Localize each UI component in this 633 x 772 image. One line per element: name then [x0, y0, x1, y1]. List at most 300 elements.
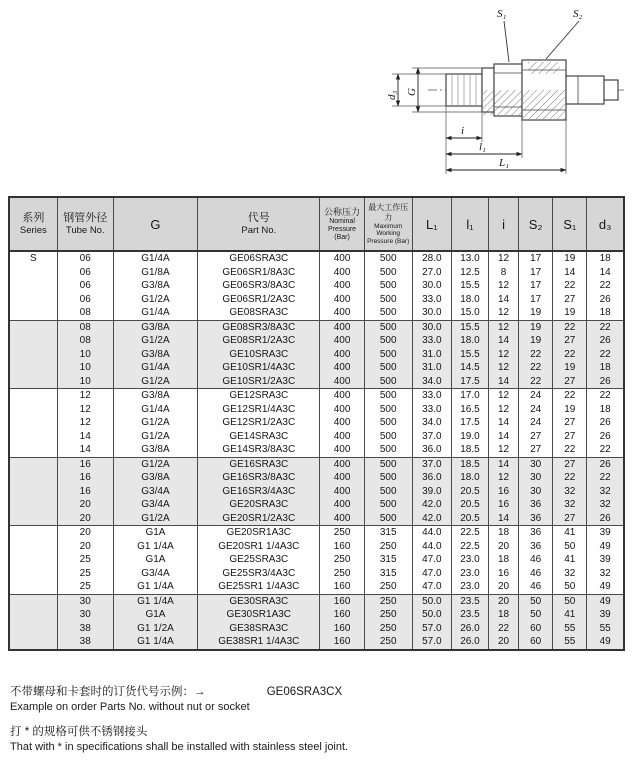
- cell-S2: 50: [519, 608, 553, 622]
- cell-d3: 26: [587, 430, 624, 444]
- cell-tube: 38: [57, 622, 113, 636]
- cell-i: 8: [489, 266, 519, 280]
- cell-g: G1/2A: [113, 430, 197, 444]
- cell-series: [9, 416, 57, 430]
- cell-nominal: 400: [320, 361, 364, 375]
- cell-i: 12: [489, 251, 519, 266]
- cell-max: 500: [364, 389, 412, 403]
- table-row: [9, 635, 624, 650]
- cell-S2: 19: [519, 306, 553, 320]
- table-row: [9, 512, 624, 526]
- cell-S2: 24: [519, 403, 553, 417]
- cell-L1: 47.0: [412, 580, 451, 594]
- table-row: [9, 403, 624, 417]
- cell-S1: 27: [553, 430, 587, 444]
- cell-tube: 06: [57, 251, 113, 266]
- header-l1: l₁: [451, 197, 488, 251]
- cell-l1: 17.5: [451, 375, 488, 389]
- cell-i: 14: [489, 293, 519, 307]
- cell-L1: 57.0: [412, 622, 451, 636]
- s2-leader-line: [546, 21, 579, 59]
- cell-S2: 22: [519, 361, 553, 375]
- cell-l1: 23.0: [451, 580, 488, 594]
- cell-g: G1/4A: [113, 361, 197, 375]
- cell-L1: 50.0: [412, 608, 451, 622]
- table-row: [9, 471, 624, 485]
- cell-series: [9, 540, 57, 554]
- cell-part: GE20SR1/2A3C: [198, 512, 320, 526]
- cell-S2: 36: [519, 512, 553, 526]
- cell-S1: 22: [553, 443, 587, 457]
- cell-S2: 24: [519, 416, 553, 430]
- cell-g: G3/8A: [113, 279, 197, 293]
- cell-d3: 39: [587, 608, 624, 622]
- cell-L1: 36.0: [412, 443, 451, 457]
- cell-l1: 23.0: [451, 553, 488, 567]
- cell-d3: 26: [587, 416, 624, 430]
- cell-max: 250: [364, 540, 412, 554]
- cell-i: 20: [489, 540, 519, 554]
- cell-tube: 10: [57, 361, 113, 375]
- cell-g: G3/8A: [113, 348, 197, 362]
- cell-l1: 15.0: [451, 306, 488, 320]
- cell-S2: 30: [519, 485, 553, 499]
- cell-d3: 18: [587, 251, 624, 266]
- cell-part: GE06SR3/8A3C: [198, 279, 320, 293]
- cell-S1: 50: [553, 580, 587, 594]
- cell-S1: 27: [553, 293, 587, 307]
- header-g: G: [113, 197, 197, 251]
- cell-series: [9, 279, 57, 293]
- cell-l1: 15.5: [451, 320, 488, 334]
- cell-d3: 39: [587, 526, 624, 540]
- cell-nominal: 400: [320, 389, 364, 403]
- cell-l1: 26.0: [451, 622, 488, 636]
- label-L1: L₁: [499, 157, 509, 169]
- cell-tube: 12: [57, 416, 113, 430]
- cell-nominal: 400: [320, 485, 364, 499]
- cell-d3: 49: [587, 580, 624, 594]
- cell-l1: 20.5: [451, 498, 488, 512]
- cell-max: 500: [364, 498, 412, 512]
- table-row: [9, 594, 624, 608]
- header-S2: S₂: [519, 197, 553, 251]
- cell-max: 500: [364, 512, 412, 526]
- table-row: [9, 553, 624, 567]
- cell-L1: 44.0: [412, 540, 451, 554]
- cell-g: G1 1/4A: [113, 594, 197, 608]
- footer-notes: [10, 684, 620, 755]
- cell-i: 12: [489, 279, 519, 293]
- table-header-row: [9, 197, 624, 251]
- cell-max: 500: [364, 279, 412, 293]
- label-l1: l₁: [479, 141, 486, 153]
- parts-table-body: [9, 251, 624, 650]
- cell-S2: 27: [519, 430, 553, 444]
- cell-S1: 19: [553, 251, 587, 266]
- cell-S1: 22: [553, 320, 587, 334]
- cell-S2: 50: [519, 594, 553, 608]
- cell-max: 315: [364, 567, 412, 581]
- cell-part: GE25SRA3C: [198, 553, 320, 567]
- cell-d3: 39: [587, 553, 624, 567]
- cell-part: GE20SR1A3C: [198, 526, 320, 540]
- cell-S1: 22: [553, 348, 587, 362]
- table-row: [9, 306, 624, 320]
- cell-max: 500: [364, 430, 412, 444]
- cell-g: G1/4A: [113, 251, 197, 266]
- cell-l1: 15.5: [451, 348, 488, 362]
- cell-nominal: 400: [320, 334, 364, 348]
- cell-tube: 20: [57, 526, 113, 540]
- header-max-pressure: 最大工作压力 Maximum Working Pressure (Bar): [364, 197, 412, 251]
- cell-S1: 41: [553, 526, 587, 540]
- cell-max: 500: [364, 471, 412, 485]
- cell-i: 12: [489, 348, 519, 362]
- cell-tube: 10: [57, 348, 113, 362]
- cell-S2: 36: [519, 526, 553, 540]
- cell-i: 18: [489, 526, 519, 540]
- cell-series: [9, 567, 57, 581]
- cell-series: [9, 635, 57, 650]
- cell-i: 20: [489, 635, 519, 650]
- header-nominal-pressure: 公称压力 Nominal Pressure (Bar): [320, 197, 364, 251]
- label-i: i: [461, 125, 465, 137]
- cell-L1: 33.0: [412, 403, 451, 417]
- cell-max: 500: [364, 306, 412, 320]
- cell-S1: 19: [553, 403, 587, 417]
- cell-g: G1A: [113, 608, 197, 622]
- cell-S2: 46: [519, 553, 553, 567]
- cell-S2: 17: [519, 293, 553, 307]
- cell-l1: 20.5: [451, 485, 488, 499]
- cell-g: G1/2A: [113, 293, 197, 307]
- cell-i: 18: [489, 553, 519, 567]
- cell-d3: 22: [587, 443, 624, 457]
- label-g: G: [406, 88, 418, 96]
- table-header: [9, 197, 624, 251]
- cell-g: G1/4A: [113, 306, 197, 320]
- cell-d3: 22: [587, 389, 624, 403]
- cell-part: GE08SR3/8A3C: [198, 320, 320, 334]
- cell-d3: 32: [587, 498, 624, 512]
- stainless-note-zh: 打 * 的规格可供不锈钢接头: [10, 726, 148, 738]
- cell-nominal: 400: [320, 403, 364, 417]
- cell-nominal: 160: [320, 594, 364, 608]
- table-row: [9, 608, 624, 622]
- cell-S1: 27: [553, 334, 587, 348]
- label-s2: S₂: [573, 8, 583, 20]
- cell-i: 16: [489, 498, 519, 512]
- cell-S2: 19: [519, 334, 553, 348]
- cell-series: [9, 320, 57, 334]
- table-row: [9, 348, 624, 362]
- cell-tube: 06: [57, 279, 113, 293]
- cell-series: [9, 334, 57, 348]
- cell-l1: 22.5: [451, 540, 488, 554]
- cell-tube: 06: [57, 293, 113, 307]
- table-row: [9, 361, 624, 375]
- cell-i: 12: [489, 443, 519, 457]
- cell-L1: 47.0: [412, 553, 451, 567]
- cell-series: [9, 430, 57, 444]
- header-series: 系列 Series: [9, 197, 57, 251]
- cell-S1: 27: [553, 416, 587, 430]
- cell-part: GE12SRA3C: [198, 389, 320, 403]
- cell-L1: 27.0: [412, 266, 451, 280]
- parts-table: [8, 196, 625, 651]
- cell-d3: 55: [587, 622, 624, 636]
- cell-g: G3/8A: [113, 320, 197, 334]
- cell-l1: 18.0: [451, 293, 488, 307]
- cell-g: G3/8A: [113, 471, 197, 485]
- stainless-note-en: That with * in specifications shall be installed with stainless steel joint.: [10, 741, 349, 753]
- cell-tube: 16: [57, 457, 113, 471]
- cell-i: 12: [489, 361, 519, 375]
- cell-g: G1A: [113, 553, 197, 567]
- table-row: [9, 334, 624, 348]
- cell-max: 500: [364, 485, 412, 499]
- cell-i: 14: [489, 512, 519, 526]
- technical-drawing: [382, 4, 628, 190]
- cell-nominal: 250: [320, 553, 364, 567]
- cell-L1: 31.0: [412, 361, 451, 375]
- cell-i: 20: [489, 580, 519, 594]
- cell-nominal: 400: [320, 320, 364, 334]
- label-s1: S₁: [497, 8, 507, 20]
- table-row: [9, 485, 624, 499]
- cell-series: [9, 348, 57, 362]
- cell-L1: 31.0: [412, 348, 451, 362]
- cell-S1: 27: [553, 512, 587, 526]
- cell-S1: 14: [553, 266, 587, 280]
- cell-part: GE12SR1/2A3C: [198, 416, 320, 430]
- table-row: [9, 251, 624, 266]
- cell-part: GE08SR1/2A3C: [198, 334, 320, 348]
- cell-max: 500: [364, 334, 412, 348]
- cell-part: GE10SR1/4A3C: [198, 361, 320, 375]
- cell-nominal: 160: [320, 540, 364, 554]
- cell-series: [9, 293, 57, 307]
- cell-nominal: 400: [320, 430, 364, 444]
- cell-nominal: 160: [320, 622, 364, 636]
- cell-i: 12: [489, 306, 519, 320]
- header-S1: S₁: [553, 197, 587, 251]
- table-row: [9, 443, 624, 457]
- cell-S2: 30: [519, 471, 553, 485]
- cell-part: GE14SR3/8A3C: [198, 443, 320, 457]
- cell-L1: 30.0: [412, 306, 451, 320]
- cell-nominal: 400: [320, 375, 364, 389]
- cell-max: 500: [364, 443, 412, 457]
- cell-d3: 22: [587, 348, 624, 362]
- cell-l1: 18.5: [451, 443, 488, 457]
- cell-tube: 08: [57, 306, 113, 320]
- cell-d3: 26: [587, 512, 624, 526]
- cell-L1: 42.0: [412, 498, 451, 512]
- cell-l1: 16.5: [451, 403, 488, 417]
- cell-max: 500: [364, 416, 412, 430]
- cell-L1: 33.0: [412, 293, 451, 307]
- cell-nominal: 400: [320, 293, 364, 307]
- header-part: 代号 Part No.: [198, 197, 320, 251]
- cell-i: 16: [489, 567, 519, 581]
- cell-L1: 30.0: [412, 279, 451, 293]
- header-tube: 钢管外径 Tube No.: [57, 197, 113, 251]
- cell-l1: 14.5: [451, 361, 488, 375]
- cell-l1: 23.0: [451, 567, 488, 581]
- cell-l1: 17.5: [451, 416, 488, 430]
- cell-i: 14: [489, 334, 519, 348]
- cell-d3: 26: [587, 457, 624, 471]
- cell-l1: 26.0: [451, 635, 488, 650]
- cell-part: GE20SRA3C: [198, 498, 320, 512]
- cell-L1: 33.0: [412, 334, 451, 348]
- cell-d3: 26: [587, 375, 624, 389]
- cell-S2: 27: [519, 443, 553, 457]
- cell-S1: 50: [553, 594, 587, 608]
- cell-nominal: 400: [320, 306, 364, 320]
- header-i: i: [489, 197, 519, 251]
- cell-max: 250: [364, 608, 412, 622]
- cell-nominal: 400: [320, 443, 364, 457]
- cell-nominal: 160: [320, 608, 364, 622]
- cell-L1: 44.0: [412, 526, 451, 540]
- cell-series: [9, 403, 57, 417]
- cell-tube: 20: [57, 512, 113, 526]
- cell-d3: 32: [587, 567, 624, 581]
- cell-S1: 22: [553, 471, 587, 485]
- cell-L1: 37.0: [412, 457, 451, 471]
- table-row: [9, 498, 624, 512]
- cell-S1: 55: [553, 622, 587, 636]
- cell-S1: 27: [553, 457, 587, 471]
- cell-L1: 34.0: [412, 375, 451, 389]
- fitting-drawing-svg: [382, 4, 628, 190]
- cell-nominal: 400: [320, 498, 364, 512]
- cell-d3: 26: [587, 293, 624, 307]
- table-row: [9, 320, 624, 334]
- cell-tube: 14: [57, 443, 113, 457]
- cell-part: GE38SR1 1/4A3C: [198, 635, 320, 650]
- cell-S1: 19: [553, 306, 587, 320]
- cell-series: [9, 361, 57, 375]
- cell-part: GE06SR1/8A3C: [198, 266, 320, 280]
- table-row: [9, 540, 624, 554]
- cell-S2: 60: [519, 635, 553, 650]
- cell-i: 14: [489, 430, 519, 444]
- cell-g: G1/2A: [113, 375, 197, 389]
- order-example-zh: 不带螺母和卡套时的订货代号示例：→: [10, 686, 206, 698]
- cell-nominal: 250: [320, 567, 364, 581]
- cell-part: GE10SR1/2A3C: [198, 375, 320, 389]
- cell-S2: 17: [519, 251, 553, 266]
- cell-nominal: 160: [320, 635, 364, 650]
- cell-d3: 22: [587, 279, 624, 293]
- cell-g: G3/4A: [113, 567, 197, 581]
- cell-max: 315: [364, 553, 412, 567]
- cell-tube: 38: [57, 635, 113, 650]
- cell-tube: 16: [57, 471, 113, 485]
- cell-tube: 08: [57, 320, 113, 334]
- cell-L1: 47.0: [412, 567, 451, 581]
- cell-i: 12: [489, 389, 519, 403]
- cell-g: G3/4A: [113, 498, 197, 512]
- cell-nominal: 400: [320, 512, 364, 526]
- cell-l1: 18.0: [451, 334, 488, 348]
- cell-tube: 25: [57, 580, 113, 594]
- cell-max: 500: [364, 251, 412, 266]
- label-d3: d₃: [386, 90, 398, 100]
- cell-l1: 15.5: [451, 279, 488, 293]
- cell-series: [9, 306, 57, 320]
- cell-series: [9, 580, 57, 594]
- cell-g: G1 1/4A: [113, 580, 197, 594]
- cell-max: 500: [364, 320, 412, 334]
- cell-g: G1 1/2A: [113, 622, 197, 636]
- cell-L1: 33.0: [412, 389, 451, 403]
- cell-d3: 49: [587, 594, 624, 608]
- cell-series: [9, 471, 57, 485]
- cell-l1: 22.5: [451, 526, 488, 540]
- cell-i: 12: [489, 403, 519, 417]
- cell-S2: 46: [519, 567, 553, 581]
- cell-nominal: 400: [320, 457, 364, 471]
- cell-L1: 50.0: [412, 594, 451, 608]
- cell-tube: 20: [57, 540, 113, 554]
- cell-S1: 41: [553, 608, 587, 622]
- cell-S2: 36: [519, 498, 553, 512]
- cell-max: 500: [364, 266, 412, 280]
- cell-nominal: 400: [320, 279, 364, 293]
- cell-series: [9, 485, 57, 499]
- cell-S2: 19: [519, 320, 553, 334]
- cell-d3: 18: [587, 403, 624, 417]
- cell-S1: 22: [553, 389, 587, 403]
- cell-tube: 06: [57, 266, 113, 280]
- cell-g: G1/2A: [113, 416, 197, 430]
- cell-g: G1/2A: [113, 457, 197, 471]
- cell-S2: 60: [519, 622, 553, 636]
- cell-part: GE25SR3/4A3C: [198, 567, 320, 581]
- cell-S1: 22: [553, 279, 587, 293]
- cell-d3: 49: [587, 540, 624, 554]
- cell-i: 14: [489, 457, 519, 471]
- cell-S1: 27: [553, 375, 587, 389]
- cell-max: 500: [364, 403, 412, 417]
- cell-S1: 41: [553, 553, 587, 567]
- cell-part: GE16SR3/4A3C: [198, 485, 320, 499]
- s1-leader-line: [504, 21, 509, 62]
- cell-g: G1A: [113, 526, 197, 540]
- cell-nominal: 400: [320, 471, 364, 485]
- cell-tube: 14: [57, 430, 113, 444]
- cell-part: GE12SR1/4A3C: [198, 403, 320, 417]
- cell-part: GE06SR1/2A3C: [198, 293, 320, 307]
- cell-l1: 12.5: [451, 266, 488, 280]
- cell-l1: 18.0: [451, 471, 488, 485]
- cell-S2: 22: [519, 375, 553, 389]
- cell-tube: 12: [57, 389, 113, 403]
- cell-nominal: 160: [320, 580, 364, 594]
- cell-d3: 14: [587, 266, 624, 280]
- cell-part: GE14SRA3C: [198, 430, 320, 444]
- cell-max: 500: [364, 348, 412, 362]
- cell-tube: 30: [57, 608, 113, 622]
- cell-series: [9, 512, 57, 526]
- cell-S1: 55: [553, 635, 587, 650]
- cell-part: GE16SRA3C: [198, 457, 320, 471]
